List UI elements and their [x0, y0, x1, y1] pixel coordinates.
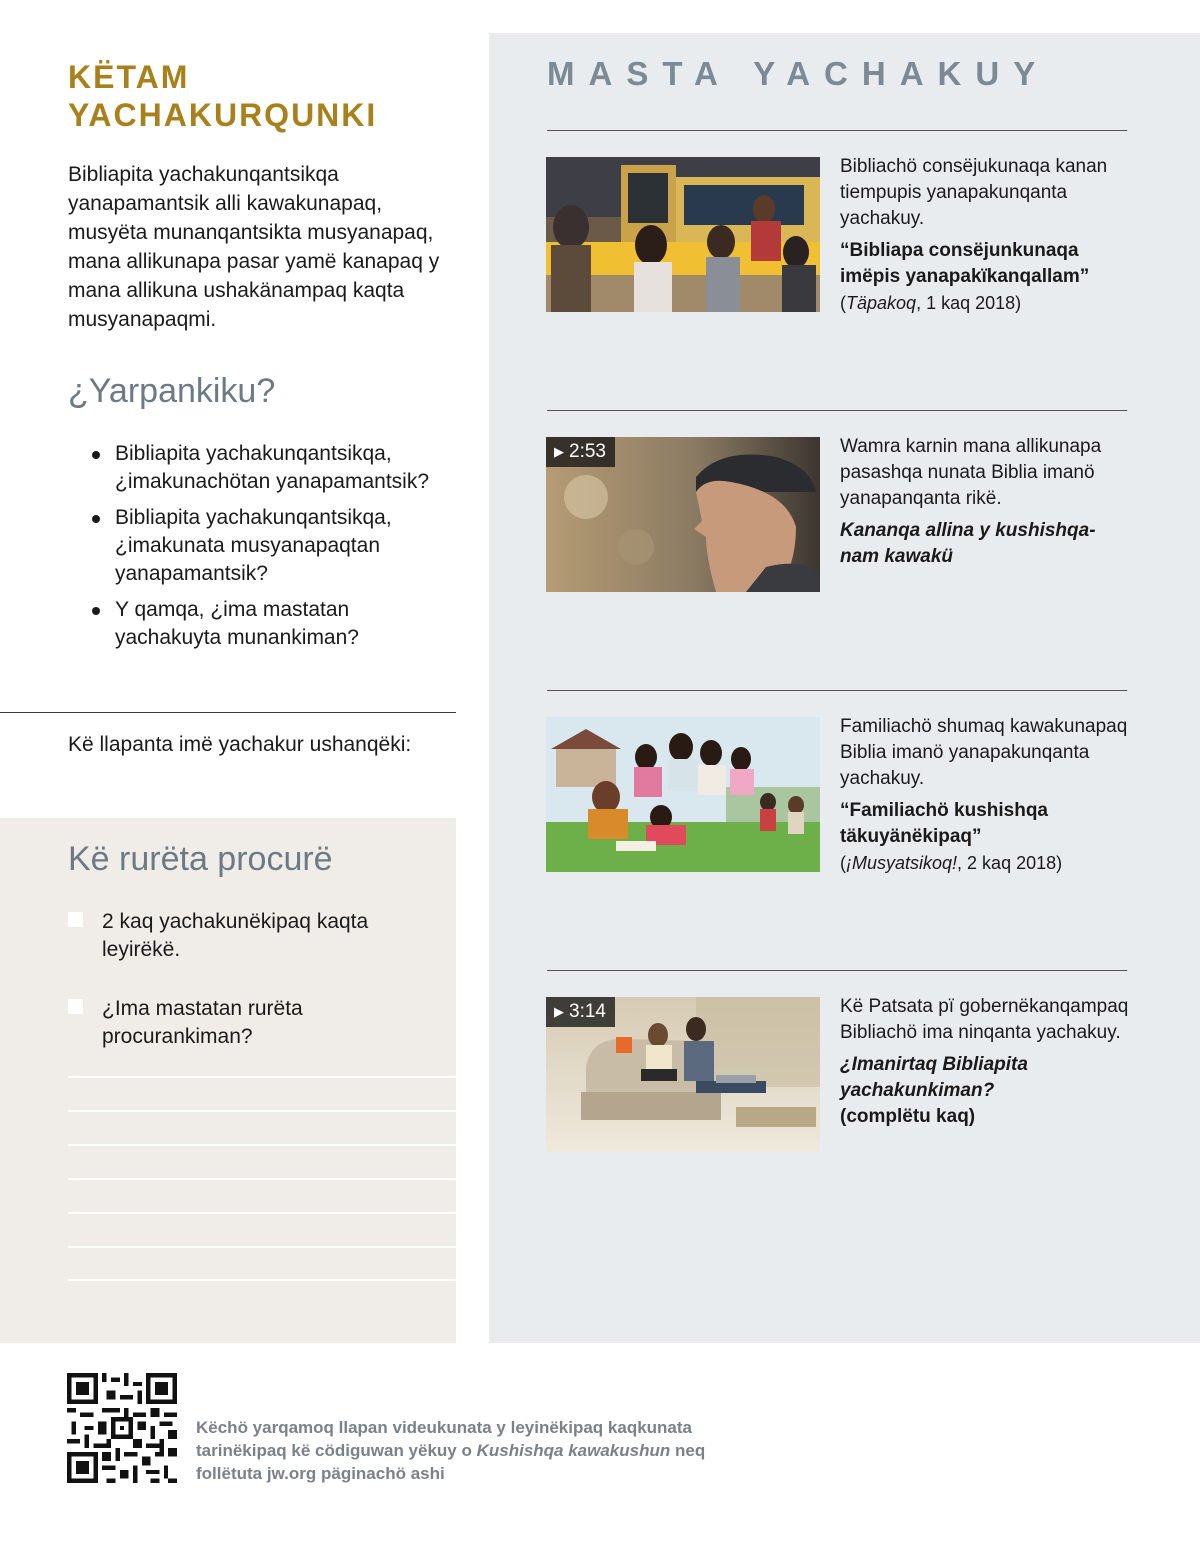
source-name: ¡Musyatsikoq!	[846, 853, 958, 873]
summary-title-line1: KËTAM	[68, 59, 190, 95]
goal-title: Kë rurëta procurë	[68, 840, 333, 878]
review-item	[92, 440, 452, 496]
writing-line[interactable]	[68, 1246, 456, 1248]
writing-line[interactable]	[68, 1212, 456, 1214]
people-walking-by-train-photo	[546, 157, 820, 312]
resource-source: (Täpakoq, 1 kaq 2018)	[840, 293, 1022, 313]
resource-text	[840, 434, 1130, 570]
writing-line[interactable]	[68, 1110, 456, 1112]
article-thumbnail[interactable]	[546, 717, 820, 872]
duration: 2:53	[569, 441, 606, 462]
footer-text-part2: neq follëtuta jw.org päginachö ashi	[196, 1441, 706, 1483]
resource-description: Kë Patsata pï gobernëkanqampaq Bibliachö ima ninqanta yachakuy.	[840, 996, 1129, 1043]
video-thumbnail[interactable]	[546, 437, 820, 592]
writing-line[interactable]	[68, 1279, 456, 1281]
bullet-icon	[92, 607, 100, 615]
video-duration-badge	[546, 437, 615, 467]
divider	[547, 130, 1127, 131]
article-thumbnail[interactable]	[546, 157, 820, 312]
bullet-icon	[92, 515, 100, 523]
review-title: ¿Yarpankiku?	[68, 372, 276, 410]
goal-item-text: 2 kaq yachakunëkipaq kaqta leyirëkë.	[102, 910, 369, 961]
more-title: MASTA YACHAKUY	[547, 55, 1050, 92]
goal-item-text: ¿Ima mastatan rurëta procurankiman?	[102, 997, 303, 1048]
review-item-text: Bibliapita yachakunqantsikqa, ¿imakunata musyanapaqtan yanapamantsik?	[115, 506, 392, 585]
review-item	[92, 504, 452, 588]
resource-title-link[interactable]: Kananqa allina y kushishqa-nam kawakü	[840, 520, 1096, 567]
review-item-text: Y qamqa, ¿ima mastatan yachakuyta munankiman?	[115, 598, 359, 649]
summary-title-line2: YACHAKURQUNKI	[68, 97, 378, 133]
duration: 3:14	[569, 1001, 606, 1022]
divider	[0, 712, 456, 713]
resource-title-link[interactable]: ¿Imanirtaq Bibliapita yachakunkiman?	[840, 1054, 1028, 1101]
video-thumbnail[interactable]	[546, 997, 820, 1152]
footer-text	[196, 1416, 756, 1485]
play-icon: ▶	[554, 444, 564, 459]
goal-item[interactable]	[68, 908, 438, 964]
bullet-icon	[92, 451, 100, 459]
resource-text	[840, 714, 1130, 876]
resource-source: (¡Musyatsikoq!, 2 kaq 2018)	[840, 853, 1063, 873]
divider	[547, 410, 1127, 411]
divider	[547, 690, 1127, 691]
resource-text	[840, 154, 1130, 316]
play-icon: ▶	[554, 1004, 564, 1019]
goal-box	[0, 818, 456, 1343]
summary-title	[68, 58, 448, 134]
notes-label: Kë llapanta imë yachakur ushanqëki:	[68, 733, 412, 756]
resource-description: Bibliachö consëjukunaqa kanan tiempupis yanapakunqanta yachakuy.	[840, 156, 1108, 229]
source-issue: , 2 kaq 2018)	[957, 853, 1063, 873]
resource-title-link[interactable]: “Familiachö kushishqa täkuyänëkipaq”	[840, 800, 1048, 847]
review-list	[92, 440, 452, 660]
resource-title-link[interactable]: “Bibliapa consëjunkunaqa imëpis yanapakïkanqallam”	[840, 240, 1090, 287]
resource-description: Familiachö shumaq kawakunapaq Biblia imanö yanapakunqanta yachakuy.	[840, 716, 1128, 789]
checkbox-icon[interactable]	[68, 999, 83, 1014]
divider	[547, 970, 1127, 971]
writing-line[interactable]	[68, 1076, 456, 1078]
source-name: Täpakoq	[846, 293, 917, 313]
checkbox-icon[interactable]	[68, 912, 83, 927]
writing-line[interactable]	[68, 1144, 456, 1146]
video-duration-badge	[546, 997, 615, 1027]
resource-text	[840, 994, 1130, 1130]
summary-text: Bibliapita yachakunqantsikqa yanapamantsik alli kawakunapaq, musyëta munanqantsikta musyanapaq, mana allikunapa pasar yamë kanapaq y mana allikuna ushakänampaq kaqta musyanapaqmi.	[68, 163, 440, 331]
review-item	[92, 596, 452, 652]
family-reading-bible-illustration	[546, 717, 820, 872]
footer-brochure-name: Kushishqa kawakushun	[476, 1441, 671, 1460]
writing-line[interactable]	[68, 1178, 456, 1180]
goal-item[interactable]	[68, 995, 438, 1051]
review-item-text: Bibliapita yachakunqantsikqa, ¿imakunachötan yanapamantsik?	[115, 442, 430, 493]
footer-text-part1: Këchö yarqamoq llapan videukunata y leyinëkipaq kaqkunata tarinëkipaq kë cödiguwan yëkuy o	[196, 1418, 692, 1460]
resource-description: Wamra karnin mana allikunapa pasashqa nunata Biblia imanö yanapanqanta rikë.	[840, 436, 1102, 509]
resource-title-extra: (complëtu kaq)	[840, 1106, 976, 1127]
qr-code-icon[interactable]	[67, 1373, 177, 1483]
source-issue: , 1 kaq 2018)	[916, 293, 1022, 313]
